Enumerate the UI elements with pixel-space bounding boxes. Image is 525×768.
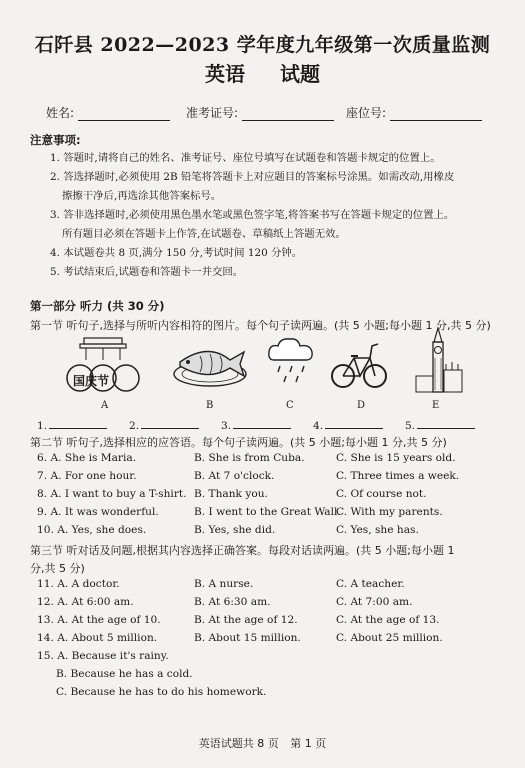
blank-number: 1. (37, 420, 48, 432)
option[interactable]: C. Because he has to do his homework. (56, 686, 267, 698)
name-field[interactable] (78, 108, 170, 121)
question-row (37, 578, 497, 594)
section1-title: 第一节 听句子,选择与所听内容相符的图片。每个句子读两遍。(共 5 小题;每小题 1 分,共 5 分) (30, 319, 491, 332)
option[interactable]: B. At 7 o'clock. (194, 470, 275, 482)
blank-5[interactable] (405, 417, 475, 432)
option[interactable]: C. With my parents. (336, 506, 443, 518)
picture-label-a: A (101, 400, 109, 411)
option[interactable]: 12. A. At 6:00 am. (37, 596, 134, 608)
blank-4[interactable] (313, 417, 383, 432)
name-label: 姓名: (46, 106, 75, 120)
fish-plate-icon (170, 336, 250, 398)
option[interactable]: B. A nurse. (194, 578, 254, 590)
picture-label-d: D (357, 400, 366, 411)
option[interactable]: 7. A. For one hour. (37, 470, 137, 482)
seat-field[interactable] (390, 108, 482, 121)
section3-title-cont: 分,共 5 分) (30, 562, 85, 575)
option[interactable]: B. I went to the Great Wall. (194, 506, 341, 518)
question-row (37, 632, 497, 648)
option[interactable]: 10. A. Yes, she does. (37, 524, 147, 536)
option[interactable]: C. She is 15 years old. (336, 452, 456, 464)
question-row (37, 596, 497, 612)
section2-title: 第二节 听句子,选择相应的应答语。每个句子读两遍。(共 5 小题;每小题 1 分,共 5 分) (30, 436, 447, 449)
question-row (37, 488, 497, 504)
option[interactable]: C. A teacher. (336, 578, 405, 590)
picture-label-b: B (206, 400, 214, 411)
big-ben-icon (414, 326, 464, 400)
option[interactable]: B. Yes, she did. (194, 524, 276, 536)
picture-label-e: E (432, 400, 440, 411)
option[interactable]: C. At the age of 13. (336, 614, 440, 626)
seat-label: 座位号: (346, 106, 387, 120)
national-day-icon (62, 336, 144, 398)
section3-title: 第三节 听对话及问题,根据其内容选择正确答案。每段对话读两遍。(共 5 小题;每小题 1 (30, 544, 455, 557)
option[interactable]: C. Yes, she has. (336, 524, 419, 536)
exam-no-label: 准考证号: (186, 106, 239, 120)
notice-item: 3. 答非选择题时,必须使用黑色墨水笔或黑色签字笔,将答案书写在答题卡规定的位置上。 (50, 209, 455, 221)
option[interactable]: 6. A. She is Maria. (37, 452, 137, 464)
option[interactable]: 11. A. A doctor. (37, 578, 120, 590)
bicycle-icon (330, 336, 388, 398)
question-row (37, 506, 497, 522)
option[interactable]: B. At 6:30 am. (194, 596, 271, 608)
notice-item: 擦擦干净后,再选涂其他答案标号。 (62, 190, 222, 202)
option[interactable]: 9. A. It was wonderful. (37, 506, 159, 518)
picture-label-c: C (286, 400, 294, 411)
subject-label: 英语 (205, 62, 246, 86)
question-row (37, 470, 497, 486)
option[interactable]: 8. A. I want to buy a T-shirt. (37, 488, 187, 500)
option[interactable]: C. Three times a week. (336, 470, 460, 482)
question-row (37, 452, 497, 468)
option[interactable]: 13. A. At the age of 10. (37, 614, 161, 626)
option[interactable]: B. About 15 million. (194, 632, 301, 644)
option[interactable]: B. Thank you. (194, 488, 268, 500)
option[interactable]: C. Of course not. (336, 488, 427, 500)
option[interactable]: C. At 7:00 am. (336, 596, 413, 608)
exam-no-field[interactable] (242, 108, 334, 121)
rain-cloud-icon (266, 336, 316, 398)
total-pages: 英语试题共 8 页 (198, 737, 279, 750)
notice-heading: 注意事项: (30, 133, 81, 147)
option[interactable]: 15. A. Because it's rainy. (37, 650, 169, 662)
national-day-char: 国庆节 (73, 374, 110, 388)
question-row (37, 650, 497, 666)
blank-number: 3. (221, 420, 232, 432)
option[interactable]: 14. A. About 5 million. (37, 632, 158, 644)
question-row (56, 686, 516, 702)
notice-item: 1. 答题时,请将自己的姓名、准考证号、座位号填写在试题卷和答题卡规定的位置上。 (50, 152, 441, 164)
blank-number: 4. (313, 420, 324, 432)
notice-item: 5. 考试结束后,试题卷和答题卡一并交回。 (50, 266, 244, 278)
notice-item: 4. 本试题卷共 8 页,满分 150 分,考试时间 120 分钟。 (50, 247, 303, 259)
option[interactable]: B. At the age of 12. (194, 614, 298, 626)
current-page: 第 1 页 (290, 737, 327, 750)
exam-title: 石阡县 2022—2023 学年度九年级第一次质量监测 (34, 34, 491, 56)
page-footer (0, 735, 525, 751)
notice-item: 所有题目必须在答题卡上作答,在试题卷、草稿纸上答题无效。 (62, 228, 346, 240)
option[interactable]: B. Because he has a cold. (56, 668, 193, 680)
blank-number: 2. (129, 420, 140, 432)
question-row (37, 524, 497, 540)
subject-title (0, 58, 525, 87)
blank-3[interactable] (221, 417, 291, 432)
blank-1[interactable] (37, 417, 107, 432)
notice-item: 2. 答选择题时,必须使用 2B 铅笔将答题卡上对应题目的答案标号涂黑。如需改动,用橡皮 (50, 171, 455, 183)
option[interactable]: B. She is from Cuba. (194, 452, 305, 464)
option[interactable]: C. About 25 million. (336, 632, 443, 644)
blank-2[interactable] (129, 417, 199, 432)
question-row (37, 614, 497, 630)
part1-heading: 第一部分 听力 (共 30 分) (30, 299, 165, 313)
blank-number: 5. (405, 420, 416, 432)
paper-label: 试题 (279, 62, 320, 86)
question-row (56, 668, 516, 684)
